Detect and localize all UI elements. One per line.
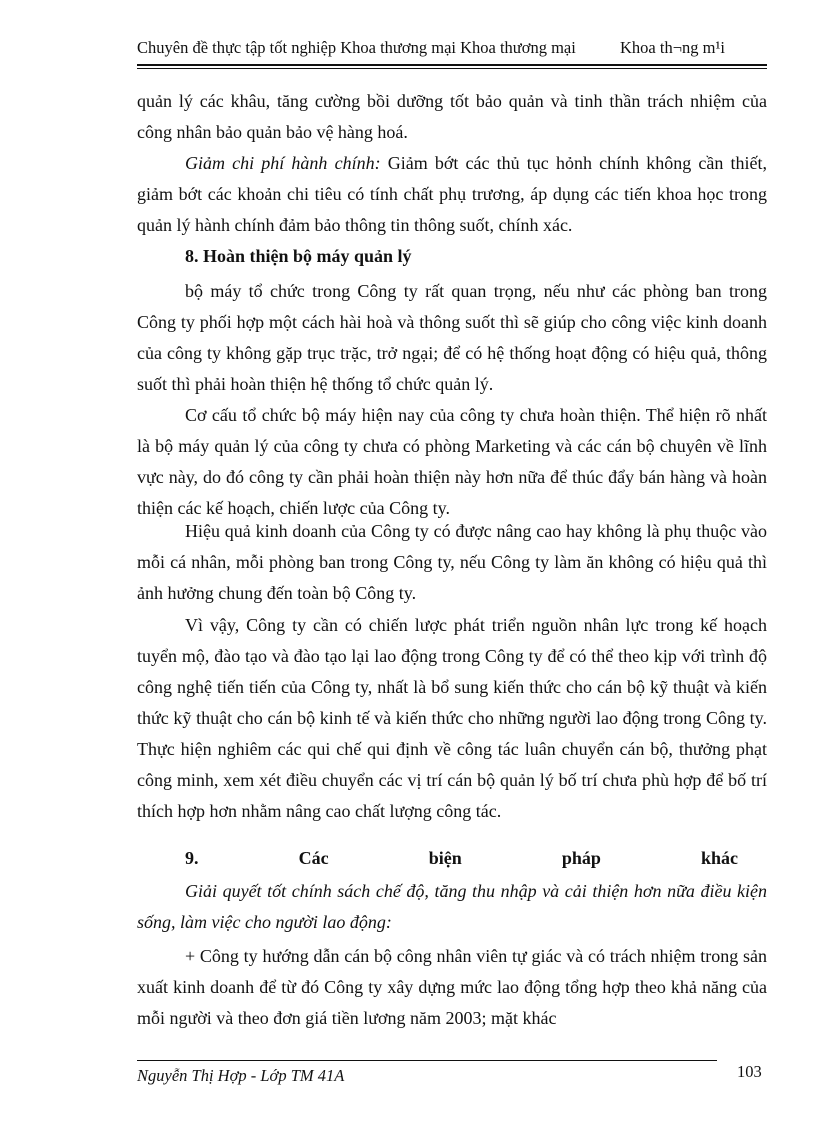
section-heading-9: 9. Các biện pháp khác — [185, 848, 738, 868]
header-rule-thin — [137, 68, 767, 69]
paragraph-org-structure: bộ máy tổ chức trong Công ty rất quan trọng, nếu như các phòng ban trong Công ty phối hợp một cách hài hoà và thông suốt thì sẽ giúp cho công việc kinh doanh của công ty không gặp trục trặc, trở ngại; để có hệ thống hoạt động có hiệu quả, thông suốt thì phải hoàn thiện hệ thống tổ chức quản lý. — [137, 281, 767, 394]
paragraph-current-structure: Cơ cấu tổ chức bộ máy hiện nay của công ty chưa hoàn thiện. Thể hiện rõ nhất là bộ máy quản lý của công ty chưa có phòng Marketing và các cán bộ chuyên về lĩnh vực này, do đó công ty cần phải hoàn thiện này hơn nữa để thúc đẩy bán hàng và hoàn thiện các kế hoạch, chiến lược của Công ty. — [137, 405, 767, 518]
paragraph-admin-costs — [137, 148, 767, 241]
paragraph-guidance: + Công ty hướng dẫn cán bộ công nhân viên tự giác và có trách nhiệm trong sản xuất kinh doanh để từ đó Công ty xây dựng mức lao động tổng hợp theo khả năng của mỗi người và theo đơn giá tiền lương năm 2003; mặt khác — [137, 946, 767, 1028]
page-number: 103 — [737, 1062, 762, 1081]
section-heading-8: 8. Hoàn thiện bộ máy quản lý — [185, 246, 412, 266]
footer-rule — [137, 1060, 717, 1061]
paragraph-storage: quản lý các khâu, tăng cường bồi dưỡng tốt bảo quản và tinh thần trách nhiệm của công nhân bảo quản bảo vệ hàng hoá. — [137, 91, 767, 142]
header-department: Khoa th¬ng m¹i — [620, 38, 725, 57]
header-rule-thick — [137, 64, 767, 66]
paragraph-efficiency: Hiệu quả kinh doanh của Công ty có được nâng cao hay không là phụ thuộc vào mỗi cá nhân, mỗi phòng ban trong Công ty, nếu Công ty làm ăn không có hiệu quả thì ảnh hưởng chung đến toàn bộ Công ty. — [137, 521, 767, 603]
paragraph-policy: Giải quyết tốt chính sách chế độ, tăng thu nhập và cải thiện hơn nữa điều kiện sống, làm việc cho người lao động: — [137, 881, 767, 932]
paragraph-hr-strategy: Vì vậy, Công ty cần có chiến lược phát triển nguồn nhân lực trong kế hoạch tuyển mộ, đào tạo và đào tạo lại lao động trong Công ty để có thể theo kịp với trình độ công nghệ tiến tiến của Công ty, nhất là bổ sung kiến thức cho cán bộ kỹ thuật và kiến thức kỹ thuật cho cán bộ kinh tế và kiến thức cho những người lao động trong Công ty. Thực hiện nghiêm các qui chế qui định về công tác luân chuyển cán bộ, thưởng phạt công minh, xem xét điều chuyển các vị trí cán bộ quản lý bố trí chưa phù hợp để bố trí thích hợp hơn nhằm nâng cao chất lượng công tác. — [137, 615, 767, 821]
footer-author: Nguyễn Thị Hợp - Lớp TM 41A — [137, 1066, 345, 1085]
paragraph-admin-lead: Giảm chi phí hành chính: — [185, 153, 381, 173]
paragraph-admin-body: Giảm bớt các thủ tục hỏnh chính không cần thiết, giảm bớt các khoản chi tiêu có tính chất phụ trương, áp dụng các tiến khoa học trong quản lý hành chính đảm bảo thông tin thông suốt, chính xác. — [137, 153, 767, 235]
page-header — [137, 36, 767, 62]
header-title: Chuyên đề thực tập tốt nghiệp Khoa thương mại Khoa thương mại — [137, 38, 576, 57]
